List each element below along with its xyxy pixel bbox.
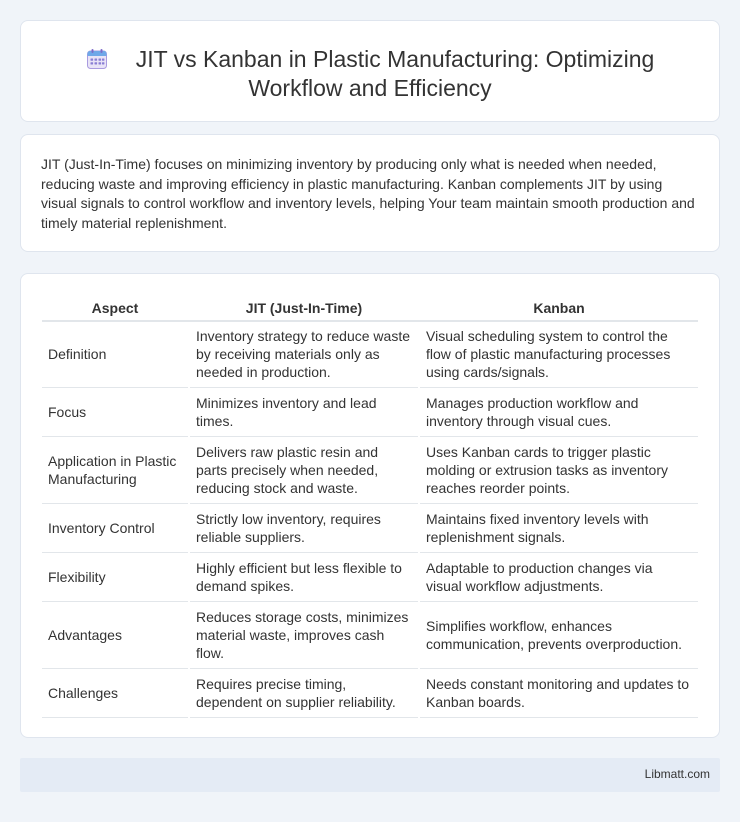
row-aspect-cell: Focus xyxy=(42,387,189,436)
header-aspect: Aspect xyxy=(42,296,189,321)
header-jit: JIT (Just-In-Time) xyxy=(189,296,419,321)
row-aspect-cell: Application in Plastic Manufacturing xyxy=(42,436,189,503)
row-jit-cell: Delivers raw plastic resin and parts precisely when needed, reducing stock and waste. xyxy=(189,436,419,503)
row-jit-cell: Highly efficient but less flexible to demand spikes. xyxy=(189,552,419,601)
table-row xyxy=(42,552,698,601)
table-header-row xyxy=(42,296,698,321)
row-jit-cell: Strictly low inventory, requires reliable suppliers. xyxy=(189,503,419,552)
row-kanban-cell: Visual scheduling system to control the flow of plastic manufacturing processes using cards/signals. xyxy=(419,321,698,387)
footer-site-link[interactable]: Libmatt.com xyxy=(644,767,710,781)
title-card xyxy=(20,20,720,122)
title-line-1: JIT vs Kanban in Plastic Manufacturing: Optimizing xyxy=(135,46,655,72)
page-title xyxy=(21,45,719,103)
title-line-2: Workflow and Efficiency xyxy=(248,75,492,101)
row-kanban-cell: Manages production workflow and inventory through visual cues. xyxy=(419,387,698,436)
row-kanban-cell: Uses Kanban cards to trigger plastic molding or extrusion tasks as inventory reaches reorder points. xyxy=(419,436,698,503)
row-jit-cell: Reduces storage costs, minimizes material waste, improves cash flow. xyxy=(189,601,419,668)
row-aspect-cell: Definition xyxy=(42,321,189,387)
intro-card xyxy=(20,134,720,252)
row-aspect-cell: Challenges xyxy=(42,668,189,717)
row-kanban-cell: Simplifies workflow, enhances communication, prevents overproduction. xyxy=(419,601,698,668)
row-kanban-cell: Adaptable to production changes via visual workflow adjustments. xyxy=(419,552,698,601)
row-jit-cell: Minimizes inventory and lead times. xyxy=(189,387,419,436)
table-row xyxy=(42,668,698,717)
row-aspect-cell: Inventory Control xyxy=(42,503,189,552)
comparison-table xyxy=(42,296,698,718)
header-kanban: Kanban xyxy=(419,296,698,321)
calendar-icon xyxy=(86,48,108,70)
table-row xyxy=(42,387,698,436)
table-row xyxy=(42,436,698,503)
table-row xyxy=(42,503,698,552)
row-kanban-cell: Needs constant monitoring and updates to Kanban boards. xyxy=(419,668,698,717)
table-row xyxy=(42,321,698,387)
intro-paragraph: JIT (Just-In-Time) focuses on minimizing inventory by producing only what is needed when needed, reducing waste and improving efficiency in plastic manufacturing. Kanban complements JIT by using visual signals to control workflow and inventory levels, helping Your team maintain smooth production and timely material replenishment. xyxy=(41,156,695,231)
comparison-table-card xyxy=(20,273,720,738)
table-row xyxy=(42,601,698,668)
row-jit-cell: Inventory strategy to reduce waste by receiving materials only as needed in production. xyxy=(189,321,419,387)
row-jit-cell: Requires precise timing, dependent on supplier reliability. xyxy=(189,668,419,717)
row-aspect-cell: Advantages xyxy=(42,601,189,668)
row-kanban-cell: Maintains fixed inventory levels with replenishment signals. xyxy=(419,503,698,552)
footer xyxy=(20,758,720,792)
row-aspect-cell: Flexibility xyxy=(42,552,189,601)
